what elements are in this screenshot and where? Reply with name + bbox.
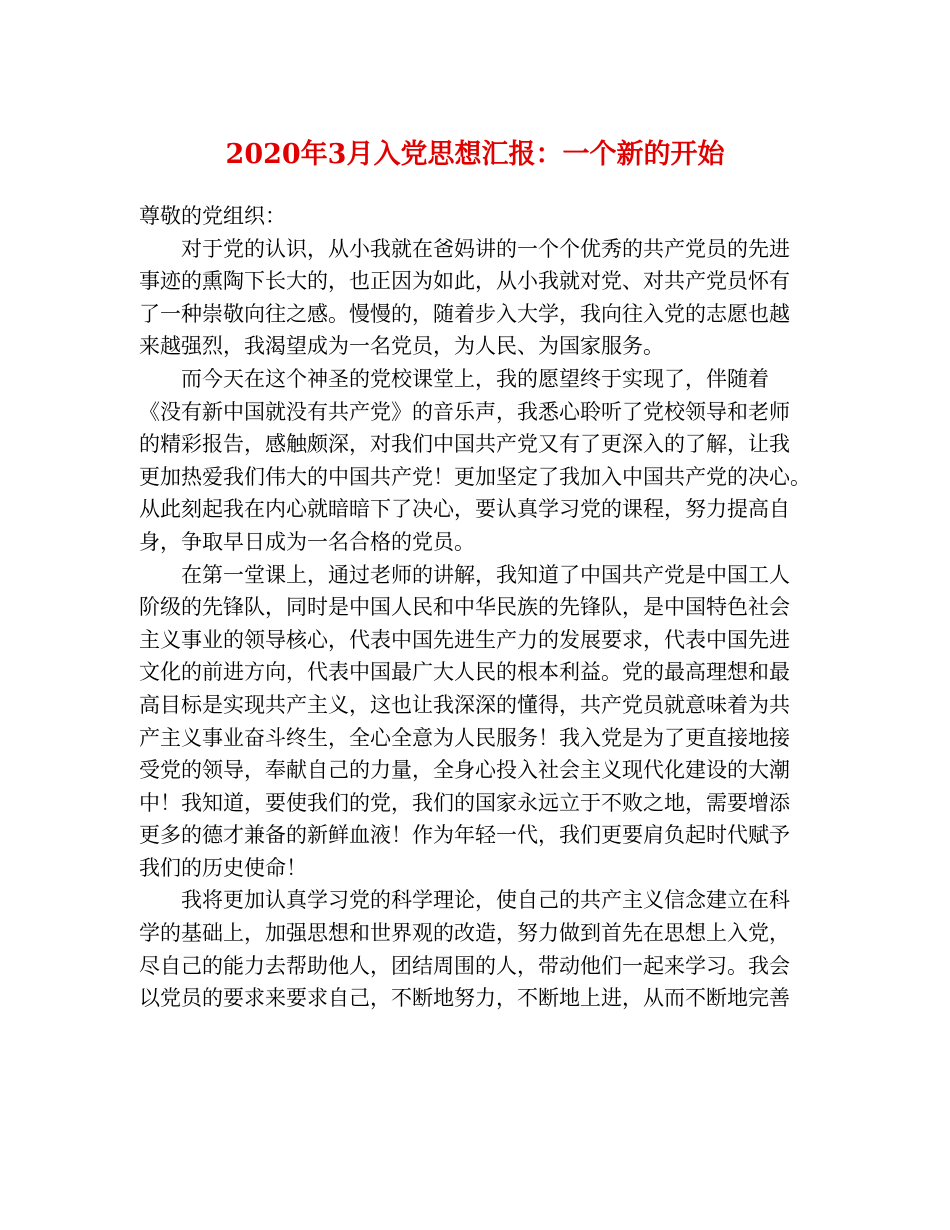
document-body [139,200,829,1015]
text-line: 以党员的要求来要求自己，不断地努力，不断地上进，从而不断地完善 [139,986,790,1011]
paragraph [139,884,829,1014]
text-line: 更多的德才兼备的新鲜血液！作为年轻一代，我们更要肩负起时代赋予 [139,823,790,848]
text-line: 的精彩报告，感触颇深，对我们中国共产党又有了更深入的了解，让我 [139,432,790,457]
text-line: 事迹的熏陶下长大的，也正因为如此，从小我就对党、对共产党员怀有 [139,269,790,294]
text-line: 对于党的认识，从小我就在爸妈讲的一个个优秀的共产党员的先进 [181,236,790,261]
text-line: 在第一堂课上，通过老师的讲解，我知道了中国共产党是中国工人 [181,562,790,587]
salutation: 尊敬的党组织： [139,204,286,228]
document-title: 2020年3月入党思想汇报：一个新的开始 [225,139,725,170]
text-line: 主义事业的领导核心，代表中国先进生产力的发展要求，代表中国先进 [139,627,790,652]
paragraph [139,363,829,559]
paragraph [139,559,829,885]
text-line: 受党的领导，奉献自己的力量，全身心投入社会主义现代化建设的大潮 [139,758,790,783]
text-line: 更加热爱我们伟大的中国共产党！更加坚定了我加入中国共产党的决心。 [139,464,811,489]
text-line: 中！我知道，要使我们的党，我们的国家永远立于不败之地，需要增添 [139,790,790,815]
text-line: 身，争取早日成为一名合格的党员。 [139,529,475,554]
text-line: 尽自己的能力去帮助他人，团结周围的人，带动他们一起来学习。我会 [139,953,790,978]
text-line: 了一种崇敬向往之感。慢慢的，随着步入大学，我向往入党的志愿也越 [139,301,790,326]
text-line: 产主义事业奋斗终生，全心全意为人民服务！我入党是为了更直接地接 [139,725,790,750]
text-line: 从此刻起我在内心就暗暗下了决心，要认真学习党的课程，努力提高自 [139,497,790,522]
text-line: 《没有新中国就没有共产党》的音乐声，我悉心聆听了党校领导和老师 [139,399,790,424]
text-line: 阶级的先锋队，同时是中国人民和中华民族的先锋队，是中国特色社会 [139,595,790,620]
text-line: 我将更加认真学习党的科学理论，使自己的共产主义信念建立在科 [181,888,790,913]
text-line: 文化的前进方向，代表中国最广大人民的根本利益。党的最高理想和最 [139,660,790,685]
text-line: 而今天在这个神圣的党校课堂上，我的愿望终于实现了，伴随着 [181,366,769,391]
text-line: 我们的历史使命！ [139,855,307,880]
text-line: 学的基础上，加强思想和世界观的改造，努力做到首先在思想上入党， [139,921,790,946]
text-line: 高目标是实现共产主义，这也让我深深的懂得，共产党员就意味着为共 [139,692,790,717]
paragraph [139,233,829,363]
text-line: 来越强烈，我渴望成为一名党员，为人民、为国家服务。 [139,334,664,359]
